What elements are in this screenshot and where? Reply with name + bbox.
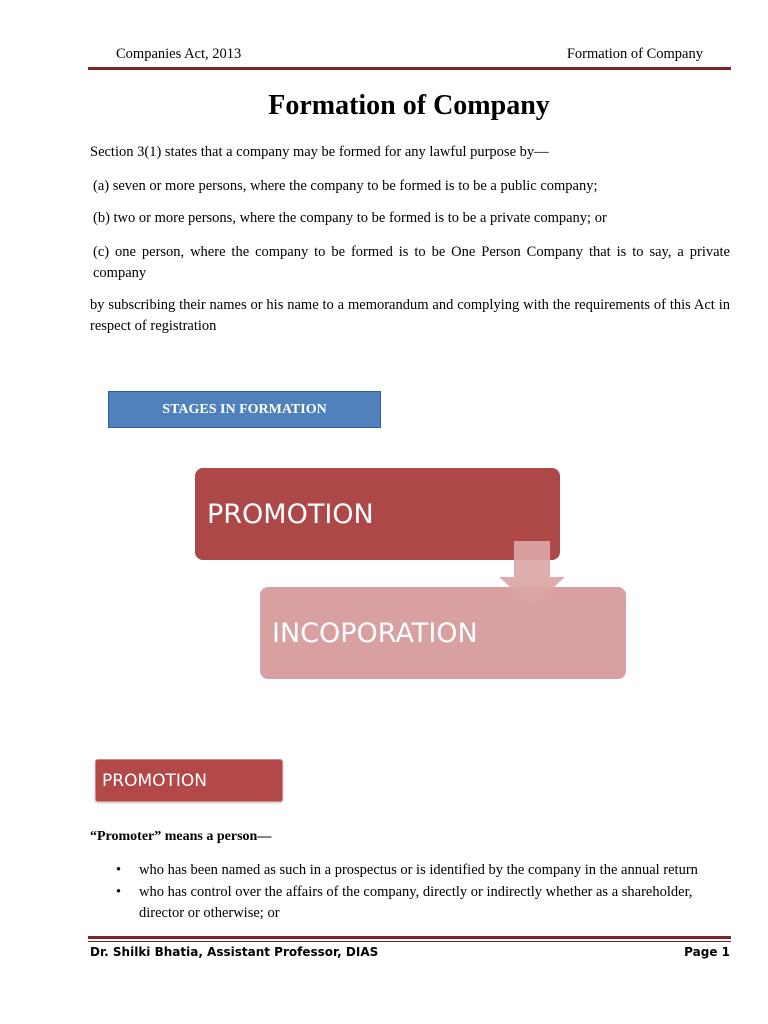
promoter-definition [90,829,271,845]
incorporation-label: INCOPORATION [272,617,478,649]
incorporation-box [260,587,626,679]
header-rule [88,67,731,70]
header-right: Formation of Company [566,46,703,62]
closing-paragraph: by subscribing their names or his name to a memorandum and complying with the requirements of this Act in respect of registration [90,297,730,334]
promotion-section-tag [95,759,283,802]
footer-author: Dr. Shilki Bhatia, Assistant Professor, DIAS [90,945,379,959]
definition-term: “Promoter” means a person— [90,829,272,844]
clause-b: (b) two or more persons, where the company to be formed is to be a private company; or [93,210,607,226]
list-item: • who has control over the affairs of the company, directly or indirectly whether as a shareholder, director or otherwise; or [116,884,693,921]
promotion-label: PROMOTION [207,498,374,530]
bullet-icon: • [116,862,122,878]
bullet-icon: • [116,884,122,900]
list-item: • who has been named as such in a prospectus or is identified by the company in the annual return [90,860,730,881]
stages-label: STAGES IN FORMATION [108,391,381,428]
page-number: Page 1 [684,945,730,959]
promoter-bullets [90,860,730,925]
down-arrow-icon [499,541,565,607]
footer-rule-thin [88,941,731,942]
page-title: Formation of Company [268,90,550,121]
header-left: Companies Act, 2013 [116,46,242,62]
intro-paragraph: Section 3(1) states that a company may be formed for any lawful purpose by— [90,144,549,160]
promotion-section-label: PROMOTION [102,770,207,791]
clause-a: (a) seven or more persons, where the company to be formed is to be a public company; [93,178,598,194]
clause-c: (c) one person, where the company to be formed is to be One Person Company that is to say, a private company [93,244,730,281]
footer-rule-thick [88,936,731,939]
